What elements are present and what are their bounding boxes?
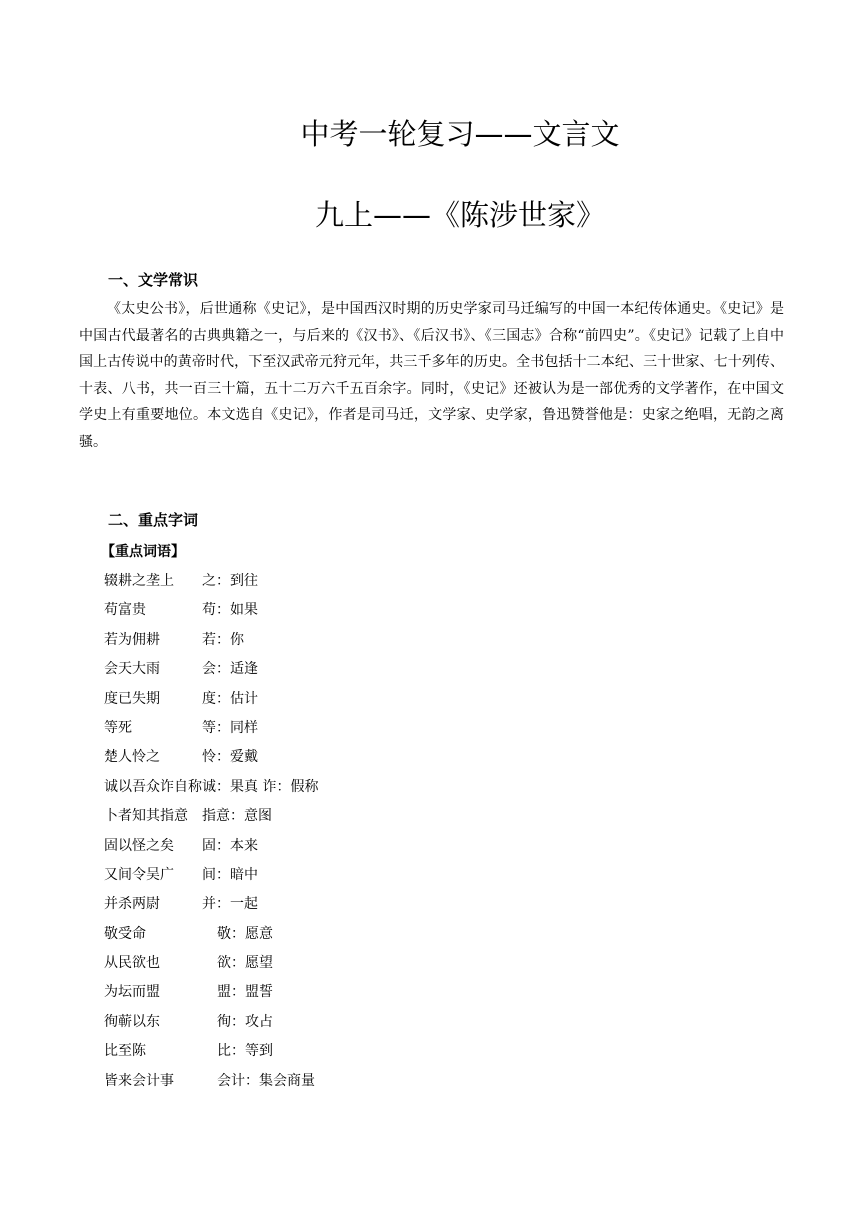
vocab-meaning: 等：同样 [202, 719, 258, 736]
vocab-meaning: 会：适逢 [202, 661, 258, 678]
vocab-meaning: 诚：果真 诈：假称 [202, 778, 319, 795]
vocab-meaning: 会计：集会商量 [217, 1072, 315, 1089]
page-title: 中考一轮复习——文言文 [300, 117, 620, 151]
vocab-meaning: 并：一起 [202, 896, 258, 913]
vocab-phrase: 辍耕之垄上 [104, 573, 174, 589]
vocab-meaning: 盟：盟誓 [217, 984, 273, 1001]
vocab-meaning: 固：本来 [202, 837, 258, 854]
vocab-phrase: 比至陈 [104, 1043, 146, 1060]
vocab-meaning: 间：暗中 [202, 866, 258, 883]
section-heading-key-words: 二、重点字词 [108, 511, 199, 529]
vocab-phrase: 皆来会计事 [104, 1072, 174, 1089]
vocab-phrase: 为坛而盟 [104, 984, 160, 1001]
vocab-phrase: 徇蕲以东 [104, 1013, 160, 1030]
vocab-meaning: 欲：愿望 [217, 955, 273, 972]
vocab-meaning: 徇：攻占 [217, 1013, 273, 1030]
vocab-phrase: 等死 [104, 719, 132, 736]
vocab-meaning: 苟：如果 [202, 602, 258, 619]
vocab-phrase: 度已失期 [104, 690, 160, 707]
vocab-phrase: 若为佣耕 [104, 631, 160, 648]
vocab-phrase: 楚人怜之 [104, 749, 160, 766]
vocab-phrase: 固以怪之矣 [104, 837, 174, 854]
key-phrases-subheading: 【重点词语】 [101, 544, 185, 560]
vocab-phrase: 苟富贵 [104, 602, 146, 619]
vocab-phrase: 并杀两尉 [104, 896, 160, 913]
vocab-phrase: 卜者知其指意 [104, 808, 188, 825]
vocab-phrase: 诚以吾众诈自称 [104, 778, 202, 795]
vocab-phrase: 敬受命 [104, 925, 146, 942]
vocab-phrase: 又间令吴广 [104, 866, 174, 883]
page-subtitle: 九上——《陈涉世家》 [314, 198, 605, 232]
vocab-phrase: 会天大雨 [104, 661, 160, 678]
vocab-meaning: 若：你 [202, 631, 244, 648]
vocab-phrase: 从民欲也 [104, 955, 160, 972]
vocab-meaning: 之：到往 [202, 573, 258, 589]
vocab-meaning: 敬：愿意 [217, 925, 273, 942]
literary-knowledge-paragraph: 《太史公书》，后世通称《史记》，是中国西汉时期的历史学家司马迁编写的中国一本纪传体通史。《史记》是中国古代最著名的古典典籍之一，与后来的《汉书》、《后汉书》、《三国志》合称“前四史”。《史记》记载了上自中国上古传说中的黄帝时代，下至汉武帝元狩元年，共三千多年的历史。全书包括十二本纪、三十世家、七十列传、十表、八书，共一百三十篇，五十二万六千五百余字。同时，《史记》还被认为是一部优秀的文学著作，在中国文学史上有重要地位。本文选自《史记》，作者是司马迁，文学家、史学家，鲁迅赞誉他是：史家之绝唱，无韵之离骚。 [79, 301, 784, 450]
vocab-meaning: 度：估计 [202, 690, 258, 707]
vocab-meaning: 比：等到 [217, 1043, 273, 1060]
vocab-meaning: 指意：意图 [202, 808, 272, 825]
section-heading-literary-knowledge: 一、文学常识 [108, 271, 199, 289]
vocab-meaning: 怜：爱戴 [202, 749, 258, 766]
